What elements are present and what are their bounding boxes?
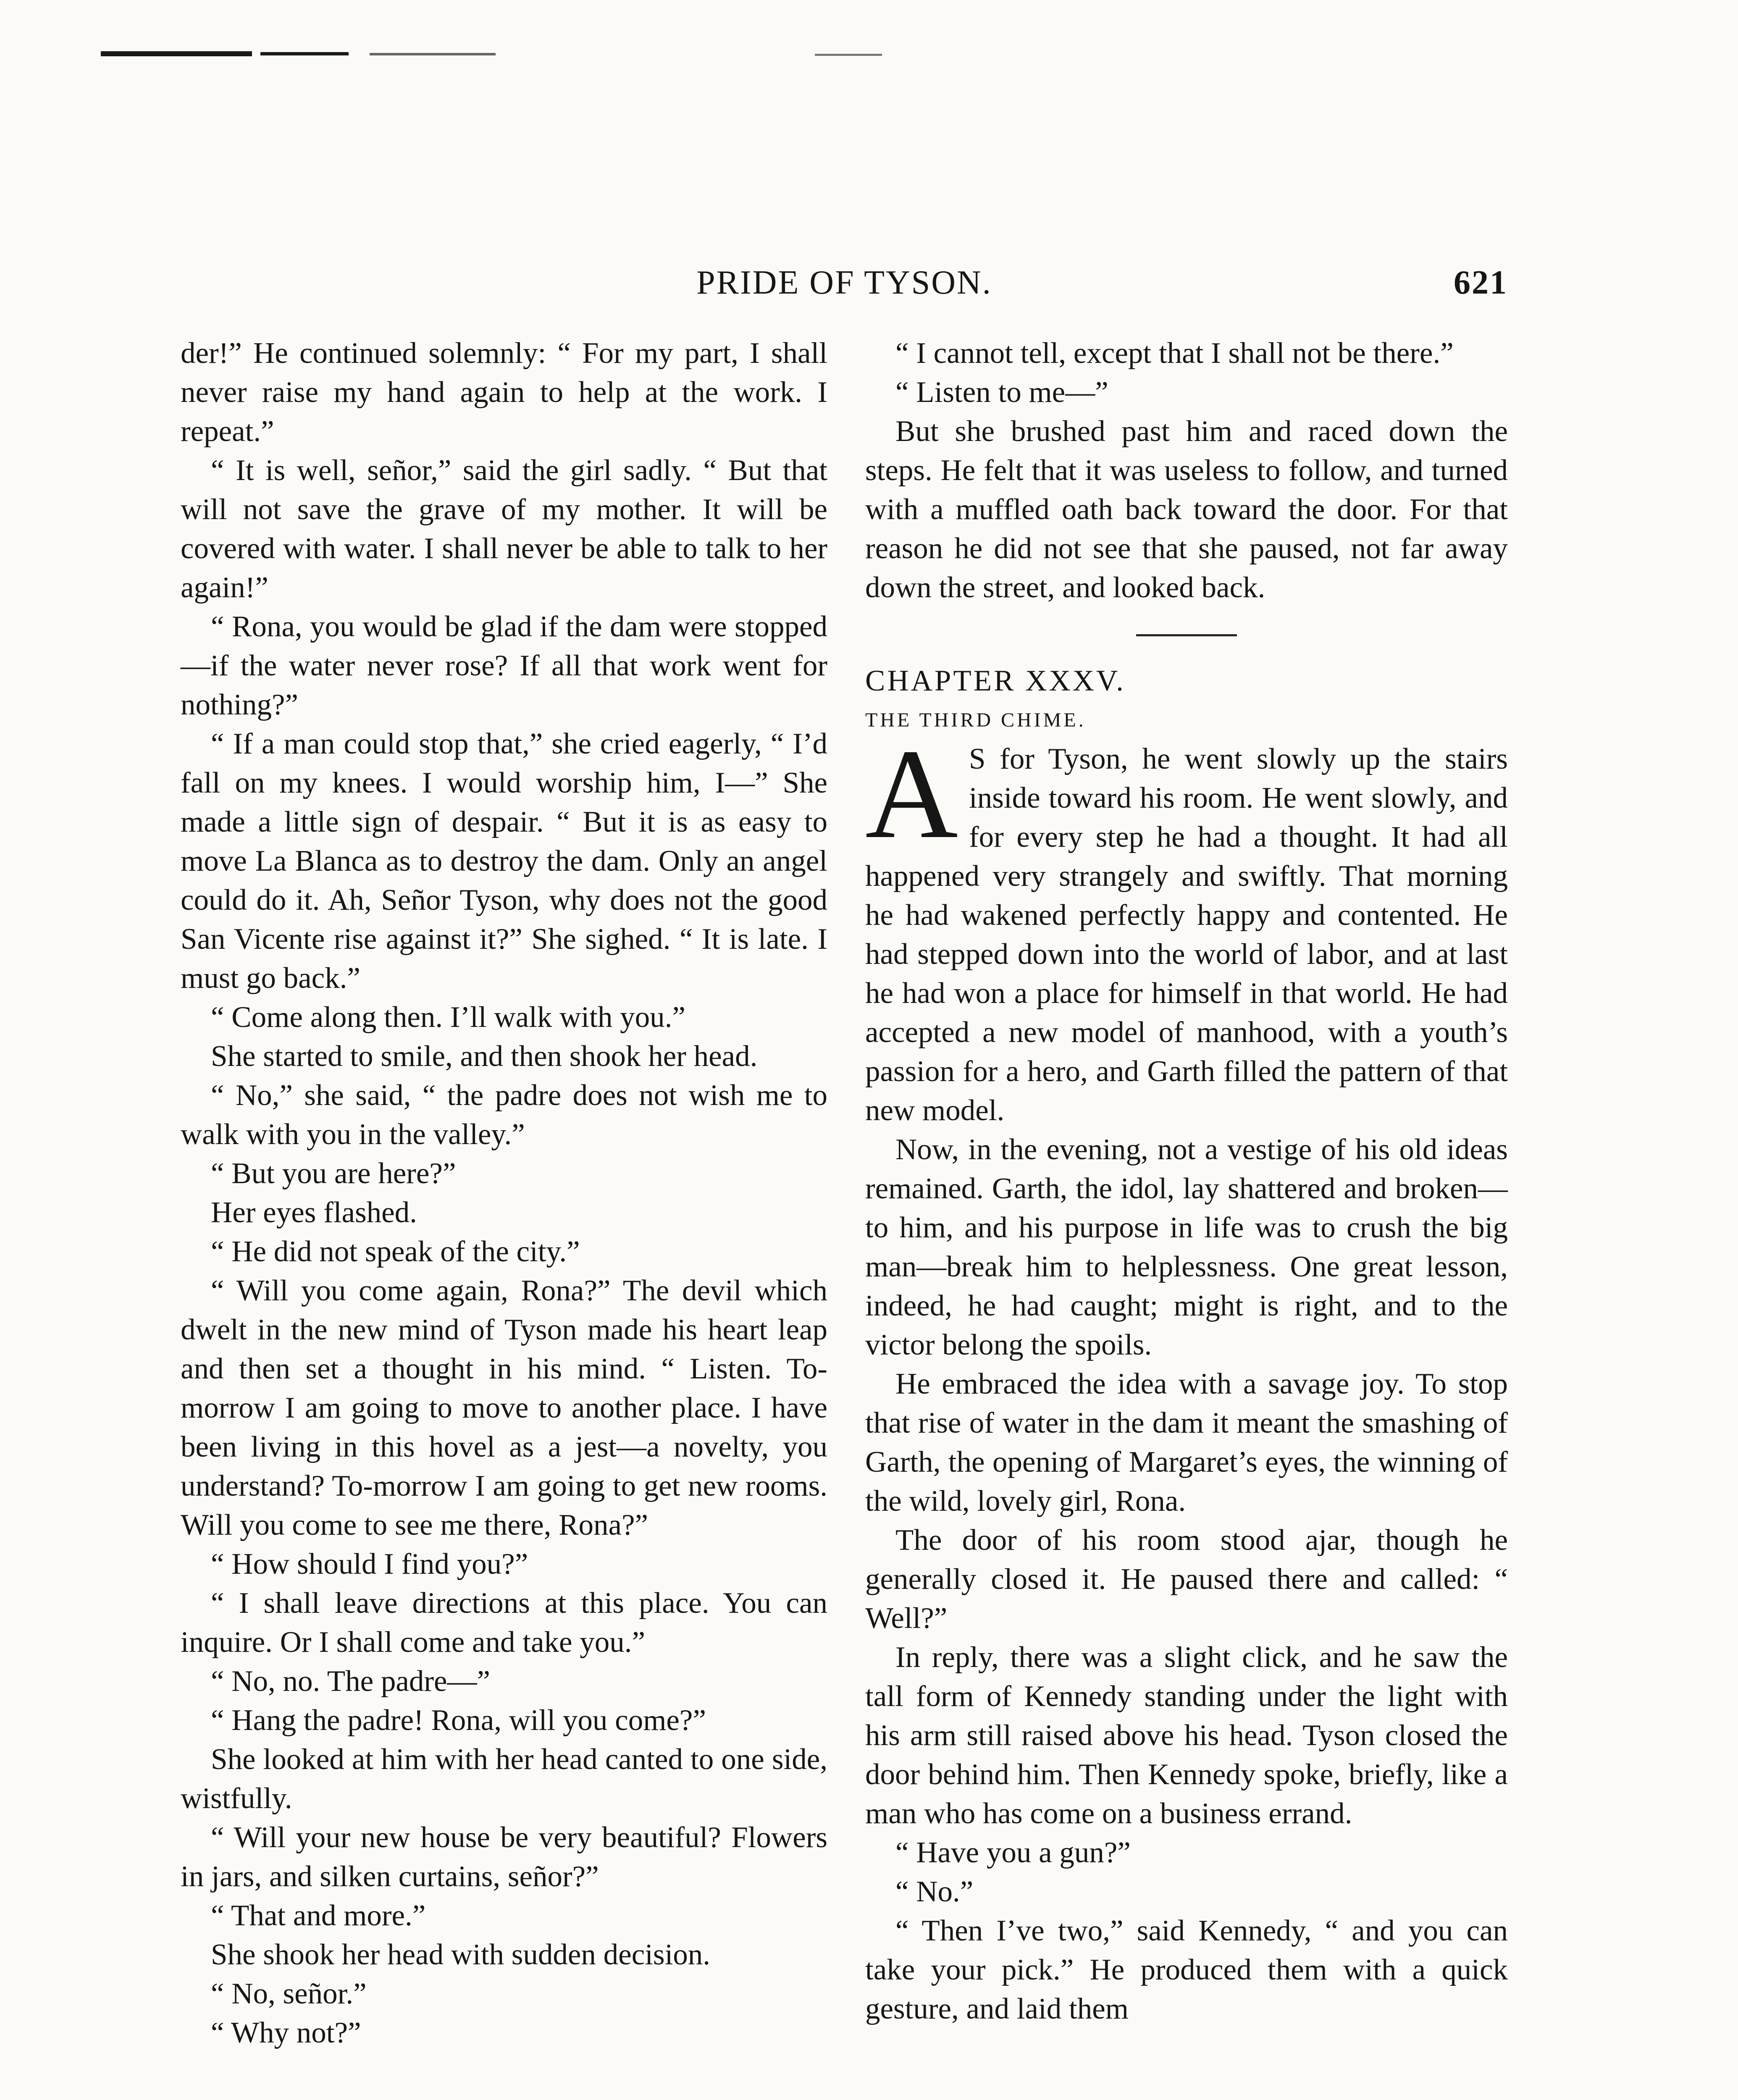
paragraph: “ Then I’ve two,” said Kennedy, “ and you can take your pick.” He produced them with a quick gesture, and laid them [865,1914,1508,2025]
paragraph: “ No,” she said, “ the padre does not wish me to walk with you in the valley.” [181,1079,827,1151]
paragraph: Now, in the evening, not a vestige of his old ideas remained. Garth, the idol, lay shattered and broken—to him, and his purpose in life was to crush the big man—break him to helplessness. One great lesson, indeed, he had caught; might is right, and to the victor belong the spoils. [865,1133,1508,1361]
paragraph: “ Will you come again, Rona?” The devil which dwelt in the new mind of Tyson made his heart leap and then set a thought in his mind. “ Listen. To-morrow I am going to move to another place. I have been living in this hovel as a jest—a novelty, you understand? To-morrow I am going to get new rooms. Will you come to see me there, Rona?” [181,1274,827,1541]
paragraph: “ Come along then. I’ll walk with you.” [211,1001,685,1034]
paragraph: “ No, señor.” [211,1977,367,2010]
paragraph: “ Have you a gun?” [895,1836,1131,1869]
paragraph: “ Rona, you would be glad if the dam were stopped—if the water never rose? If all that work went for nothing?” [181,610,827,721]
paragraph: “ But you are here?” [211,1157,456,1190]
running-title: PRIDE OF TYSON. [696,264,992,301]
paragraph: “ Hang the padre! Rona, will you come?” [211,1704,706,1737]
opening-text: S for Tyson, he went slowly up the stairs inside toward his room. He went slowly, and for every step he had a thought. It had all happened very strangely and swiftly. That morning he had wakened perfectly happy and contented. He had stepped down into the world of labor, and at last he had won a place for himself in that world. He had accepted a new model of manhood, with a youth’s passion for a hero, and Garth filled the pattern of that new model. [865,743,1508,1127]
left-column [181,334,827,2053]
paragraph: In reply, there was a slight click, and he saw the tall form of Kennedy standing under the light with his arm still raised above his head. Tyson closed the door behind him. Then Kennedy spoke, briefly, like a man who has come on a business errand. [865,1641,1508,1830]
right-column [865,334,1508,2029]
running-head [181,264,1508,314]
paragraph: der!” He continued solemnly: “ For my part, I shall never raise my hand again to help at the work. I repeat.” [181,337,827,448]
section-divider [1136,634,1237,636]
paragraph: He embraced the idea with a savage joy. To stop that rise of water in the dam it meant the smashing of Garth, the opening of Margaret’s eyes, the winning of the wild, lovely girl, Rona. [865,1368,1508,1517]
paragraph: “ Listen to me—” [895,376,1108,409]
paragraph: “ How should I find you?” [211,1548,528,1580]
drop-cap: A [865,723,958,865]
paragraph: The door of his room stood ajar, though he generally closed it. He paused there and called: “ Well?” [865,1524,1508,1635]
paragraph: Her eyes flashed. [211,1196,417,1229]
chapter-subtitle: THE THIRD CHIME. [865,709,1086,731]
paragraph: “ Will your new house be very beautiful? Flowers in jars, and silken curtains, señor?” [181,1821,827,1893]
paragraph: She shook her head with sudden decision. [211,1938,711,1971]
paragraph: “ That and more.” [211,1899,426,1932]
paragraph: “ No, no. The padre—” [211,1665,491,1698]
paragraph: “ He did not speak of the city.” [211,1235,580,1268]
paragraph: “ No.” [895,1875,974,1908]
paragraph: She started to smile, and then shook her head. [211,1040,758,1073]
paragraph: “ I shall leave directions at this place. You can inquire. Or I shall come and take you.” [181,1587,827,1659]
paragraph: But she brushed past him and raced down the steps. He felt that it was useless to follow, and turned with a muffled oath back toward the door. For that reason he did not see that she paused, not far away down the street, and looked back. [865,415,1508,604]
chapter-opening-paragraph [865,723,1508,1130]
chapter-title: CHAPTER XXXV. [865,664,1126,697]
paragraph: She looked at him with her head canted to one side, wistfully. [181,1743,827,1815]
paragraph: “ If a man could stop that,” she cried eagerly, “ I’d fall on my knees. I would worship him, I—” She made a little sign of despair. “ But it is as easy to move La Blanca as to destroy the dam. Only an angel could do it. Ah, Señor Tyson, why does not the good San Vicente rise against it?” She sighed. “ It is late. I must go back.” [181,727,827,995]
paragraph: “ I cannot tell, except that I shall not be there.” [895,337,1454,370]
paragraph: “ It is well, señor,” said the girl sadly. “ But that will not save the grave of my mother. It will be covered with water. I shall never be able to talk to her again!” [181,454,827,604]
page-number: 621 [1454,264,1508,301]
paragraph: “ Why not?” [211,2016,361,2049]
